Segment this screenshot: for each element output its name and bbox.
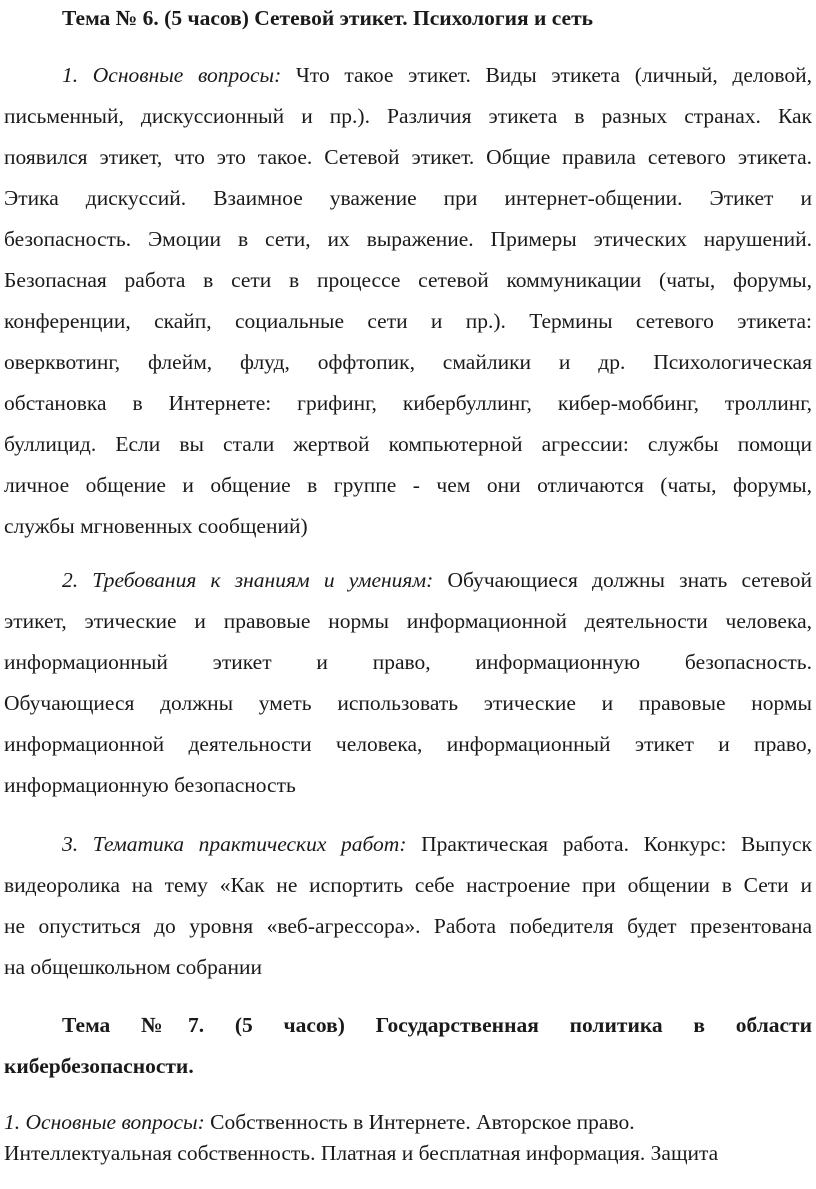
topic6-q2-line-0: [62, 566, 812, 594]
topic7-q1-line-1: Интеллектуальная собственность. Платная и бесплатная информация. Защита: [4, 1141, 719, 1165]
topic6-q2-text-0: Обучающиеся должны знать сетевой: [433, 568, 812, 592]
topic6-q2-label: 2. Требования к знаниям и умениям:: [62, 568, 434, 592]
topic6-q1-line-6: конференции, скайп, социальные сети и пр.). Термины сетевого этикета:: [4, 309, 812, 333]
topic6-q3-label: 3. Тематика практических работ:: [62, 832, 407, 856]
topic6-q1-label: 1. Основные вопросы:: [62, 63, 282, 87]
topic6-q3-text-0: Практическая работа. Конкурс: Выпуск: [406, 832, 812, 856]
topic6-q1-line-2: появился этикет, что это такое. Сетевой этикет. Общие правила сетевого этикета.: [4, 145, 812, 169]
topic7-heading-line-0: Тема №7. (5 часов) Государственная политика в области: [62, 1013, 812, 1037]
topic6-q1-line-1: письменный, дискуссионный и пр.). Различия этикета в разных странах. Как: [4, 104, 812, 128]
topic7-q1-text-0: Собственность в Интернете. Авторское право.: [204, 1110, 635, 1134]
topic7-q1-label: 1. Основные вопросы:: [4, 1110, 205, 1134]
topic6-heading: Тема № 6. (5 часов) Сетевой этикет. Психология и сеть: [62, 6, 594, 30]
topic6-q1-line-3: Этика дискуссий. Взаимное уважение при интернет-общении. Этикет и: [4, 186, 812, 210]
topic6-q2-line-1: этикет, этические и правовые нормы информационной деятельности человека,: [4, 609, 812, 633]
topic6-q2-line-2: информационный этикет и право, информационную безопасность.: [4, 650, 812, 674]
topic6-q2-line-4: информационной деятельности человека, информационный этикет и право,: [4, 732, 812, 756]
topic6-q2-line-5: информационную безопасность: [4, 773, 296, 797]
topic6-q1-text-0: Что такое этикет. Виды этикета (личный, деловой,: [281, 63, 812, 87]
topic6-q1-line-5: Безопасная работа в сети в процессе сетевой коммуникации (чаты, форумы,: [4, 268, 812, 292]
topic6-q1-line-7: оверквотинг, флейм, флуд, оффтопик, смайлики и др. Психологическая: [4, 350, 812, 374]
topic7-q1-line-0: [4, 1108, 812, 1136]
topic6-q1-line-8: обстановка в Интернете: грифинг, кибербуллинг, кибер-моббинг, троллинг,: [4, 391, 812, 415]
topic6-q1-line-10: личное общение и общение в группе - чем они отличаются (чаты, форумы,: [4, 473, 812, 497]
topic6-q3-line-3: на общешкольном собрании: [4, 955, 262, 979]
topic6-q1-line-0: [62, 61, 812, 89]
topic6-q3-line-0: [62, 830, 812, 858]
topic7-heading-line-1: кибербезопасности.: [4, 1054, 194, 1078]
topic6-q1-line-11: службы мгновенных сообщений): [4, 514, 308, 538]
topic6-q3-line-2: не опуститься до уровня «веб-агрессора». Работа победителя будет презентована: [4, 914, 812, 938]
topic6-q1-line-9: буллицид. Если вы стали жертвой компьютерной агрессии: службы помощи: [4, 432, 812, 456]
topic6-q1-line-4: безопасность. Эмоции в сети, их выражение. Примеры этических нарушений.: [4, 227, 812, 251]
topic6-q2-line-3: Обучающиеся должны уметь использовать этические и правовые нормы: [4, 691, 812, 715]
topic6-q3-line-1: видеоролика на тему «Как не испортить себе настроение при общении в Сети и: [4, 873, 812, 897]
